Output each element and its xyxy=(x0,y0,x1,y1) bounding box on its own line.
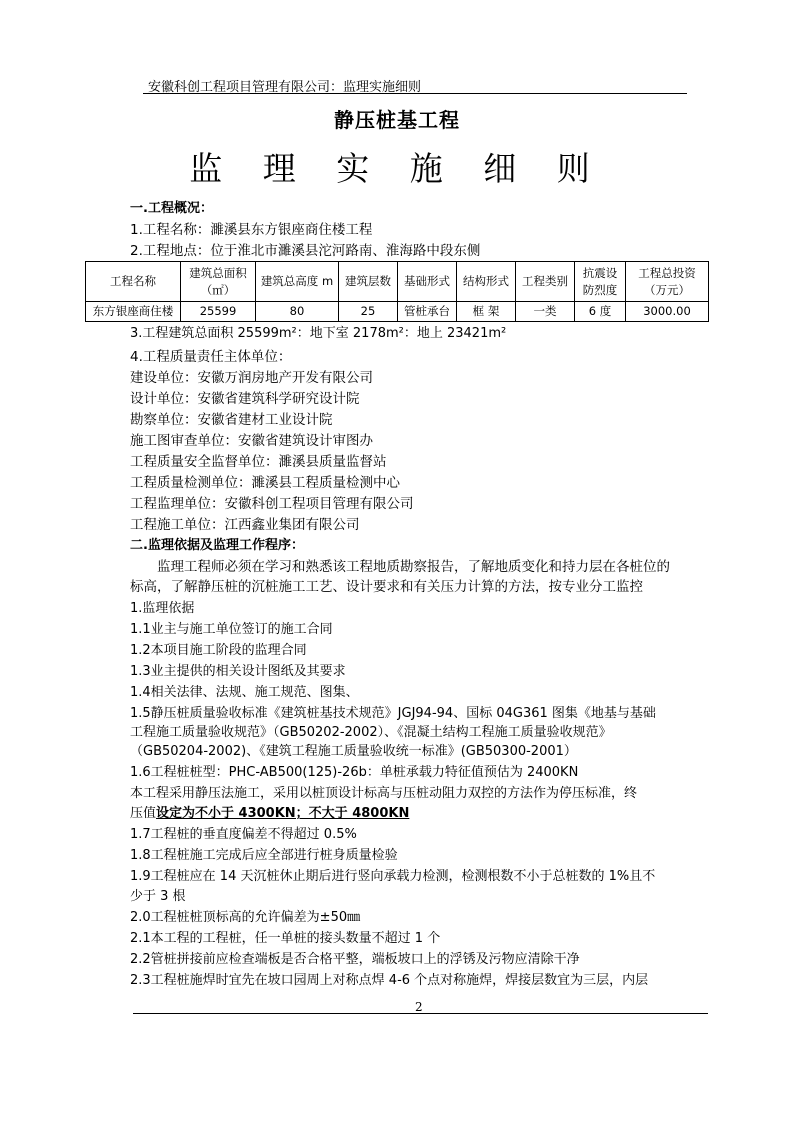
design-unit: 设计单位：安徽省建筑科学研究设计院 xyxy=(130,391,360,407)
contractor-unit: 工程施工单位：江西鑫业集团有限公司 xyxy=(130,517,360,533)
pressure-criteria-line xyxy=(130,805,409,823)
table-header-cell: 工程总投资 （万元） xyxy=(626,262,709,302)
builder-unit: 建设单位：安徽万润房地产开发有限公司 xyxy=(130,370,373,386)
table-cell: 25599 xyxy=(181,302,256,322)
table-cell: 25 xyxy=(339,302,398,322)
project-name: 1.工程名称：濉溪县东方银座商住楼工程 xyxy=(130,222,373,238)
list-item: 少于 3 根 xyxy=(130,889,186,904)
footer-rule xyxy=(133,1013,708,1014)
paragraph-line: 监理工程师必须在学习和熟悉该工程地质勘察报告，了解地质变化和持力层在各桩位的 xyxy=(157,559,670,575)
pressure-value: 设定为不小于 4300KN；不大于 4800KN xyxy=(156,806,410,821)
table-header-cell: 工程类别 xyxy=(516,262,575,302)
table-header-row xyxy=(86,262,709,302)
list-item: 工程施工质量验收规范》（GB50202-2002）、《混凝土结构工程施工质量验收规范》 xyxy=(130,725,612,740)
list-item: 2.0工程桩桩顶标高的允许偏差为±50㎜ xyxy=(130,910,361,925)
review-unit: 施工图审查单位：安徽省建筑设计审图办 xyxy=(130,433,373,449)
list-item: 1.1业主与施工单位签订的施工合同 xyxy=(130,622,333,637)
page-number: 2 xyxy=(415,1000,423,1014)
list-item: 2.2管桩拼接前应检查端板是否合格平整，端板坡口上的浮锈及污物应清除干净 xyxy=(130,952,580,967)
table-cell: 东方银座商住楼 xyxy=(86,302,181,322)
table-cell: 6 度 xyxy=(575,302,626,322)
list-item: 1.6工程桩桩型：PHC-AB500(125)-26b：单桩承载力特征值预估为 2400KN xyxy=(130,765,579,780)
table-cell: 管桩承台 xyxy=(398,302,457,322)
table-cell: 一类 xyxy=(516,302,575,322)
table-header-cell: 工程名称 xyxy=(86,262,181,302)
page-header: 安徽科创工程项目管理有限公司：监理实施细则 xyxy=(148,80,422,95)
total-area-line: 3.工程建筑总面积 25599m²：地下室 2178m²：地上 23421m² xyxy=(130,326,507,341)
list-item: 2.1本工程的工程桩，任一单桩的接头数量不超过 1 个 xyxy=(130,931,441,946)
list-item: 1.2本项目施工阶段的监理合同 xyxy=(130,643,307,658)
responsible-units-heading: 4.工程质量责任主体单位： xyxy=(130,349,292,365)
list-item: 1.9工程桩应在 14 天沉桩休止期后进行竖向承载力检测，检测根数不小于总桩数的 1%且不 xyxy=(130,869,656,884)
list-item: 本工程采用静压法施工，采用以桩顶设计标高与压桩动阻力双控的方法作为停压标准，终 xyxy=(130,786,638,801)
table-header-cell: 建筑层数 xyxy=(339,262,398,302)
list-item: 1.8工程桩施工完成后应全部进行桩身质量检验 xyxy=(130,848,398,863)
list-item: 2.3工程桩施焊时宜先在坡口园周上对称点焊 4-6 个点对称施焊，焊接层数宜为三层，内层 xyxy=(130,973,649,988)
table-header-cell: 基础形式 xyxy=(398,262,457,302)
table-cell: 80 xyxy=(256,302,339,322)
section2-heading: 二.监理依据及监理工作程序： xyxy=(130,538,304,553)
supervision-station: 工程质量安全监督单位：濉溪县质量监督站 xyxy=(130,454,387,470)
pressure-prefix: 压值 xyxy=(130,806,157,821)
testing-unit: 工程质量检测单位：濉溪县工程质量检测中心 xyxy=(130,475,400,491)
table-header-cell: 建筑总面积 （㎡） xyxy=(181,262,256,302)
table-header-cell: 建筑总高度 m xyxy=(256,262,339,302)
paragraph-line: 标高，了解静压桩的沉桩施工工艺、设计要求和有关压力计算的方法，按专业分工监控 xyxy=(130,579,643,595)
list-item: 1.4相关法律、法规、施工规范、图集、 xyxy=(130,685,359,700)
document-subtitle: 监 理 实 施 细 则 xyxy=(189,149,605,188)
list-item: 1.3业主提供的相关设计图纸及其要求 xyxy=(130,664,346,679)
table-cell: 框 架 xyxy=(457,302,516,322)
table-header-cell: 抗震设 防烈度 xyxy=(575,262,626,302)
table-row xyxy=(86,302,709,322)
document-title: 静压桩基工程 xyxy=(334,108,460,132)
list-item: （GB50204-2002)、《建筑工程施工质量验收统一标准》(GB50300-2001） xyxy=(130,744,577,759)
table-header-cell: 结构形式 xyxy=(457,262,516,302)
header-rule xyxy=(143,93,687,94)
list-item: 1.7工程桩的垂直度偏差不得超过 0.5% xyxy=(130,827,357,842)
section1-heading: 一.工程概况： xyxy=(130,201,213,216)
list-item: 1.5静压桩质量验收标准《建筑桩基技术规范》JGJ94-94、国标 04G361 图集《地基与基础 xyxy=(130,706,656,721)
supervisor-unit: 工程监理单位：安徽科创工程项目管理有限公司 xyxy=(130,496,414,512)
survey-unit: 勘察单位：安徽省建材工业设计院 xyxy=(130,412,333,428)
project-location: 2.工程地点：位于淮北市濉溪县沱河路南、淮海路中段东侧 xyxy=(130,243,481,259)
project-info-table xyxy=(85,261,709,322)
table-cell: 3000.00 xyxy=(626,302,709,322)
list-item: 1.监理依据 xyxy=(130,601,195,616)
